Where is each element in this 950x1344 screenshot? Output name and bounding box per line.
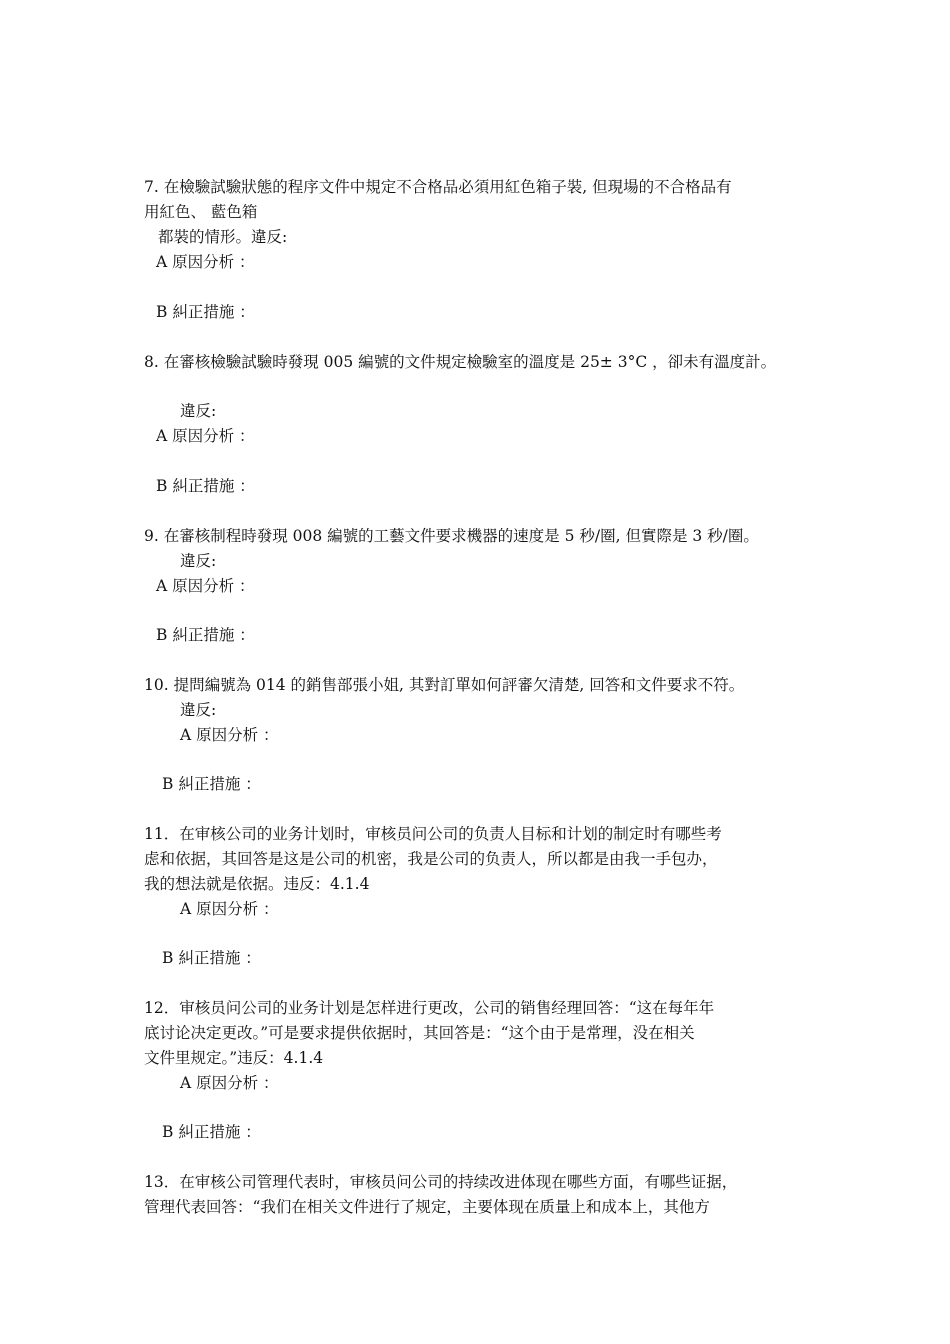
question-13-line-2: 管理代表回答：“我们在相关文件进行了规定，主要体现在质量上和成本上，其他方 [144,1198,710,1216]
question-7-cause-label: A 原因分析 ： [156,253,255,271]
question-11-action-label: B 糾正措施 ： [162,949,261,967]
question-9-line-1: 9. 在審核制程時發現 008 編號的工藝文件要求機器的速度是 5 秒/圈, 但實際是 3 秒/圈。 [144,527,759,545]
question-11-line-3: 我的想法就是依据。违反：4.1.4 [144,875,370,893]
question-8-action-label: B 糾正措施 ： [156,477,255,495]
question-9-line-2: 違反: [180,552,217,570]
question-10-action-label: B 糾正措施 ： [162,775,261,793]
question-12-cause-label: A 原因分析 ： [180,1074,279,1092]
question-7-line-2: 用紅色、 藍色箱 [144,203,258,221]
question-12-action-label: B 糾正措施 ： [162,1123,261,1141]
question-9-action-label: B 糾正措施 ： [156,626,255,644]
question-8-line-2: 違反: [180,402,217,420]
question-13-line-1: 13．在审核公司管理代表时，审核员问公司的持续改进体现在哪些方面，有哪些证据， [144,1173,738,1191]
question-8-cause-label: A 原因分析 ： [156,427,255,445]
question-7-line-3: 都裝的情形。違反: [158,228,288,246]
question-11-line-2: 虑和依据，其回答是这是公司的机密，我是公司的负责人，所以都是由我一手包办， [144,850,718,868]
question-12-line-2: 底讨论决定更改。”可是要求提供依据时，其回答是：“这个由于是常理，没在相关 [144,1024,695,1042]
question-11-line-1: 11．在审核公司的业务计划时，审核员问公司的负责人目标和计划的制定时有哪些考 [144,825,722,843]
question-12-line-1: 12．审核员问公司的业务计划是怎样进行更改，公司的销售经理回答：“这在每年年 [144,999,715,1017]
question-9-cause-label: A 原因分析 ： [156,577,255,595]
question-10-line-1: 10. 提問編號為 014 的銷售部張小姐, 其對訂單如何評審欠清楚, 回答和文件要求不符。 [144,676,745,694]
question-7-action-label: B 糾正措施 ： [156,303,255,321]
question-7-line-1: 7. 在檢驗試驗狀態的程序文件中規定不合格品必須用紅色箱子裝, 但現場的不合格品有 [144,178,732,196]
question-12-line-3: 文件里规定。”违反：4.1.4 [144,1049,324,1067]
question-8-line-1: 8. 在審核檢驗試驗時發現 005 編號的文件規定檢驗室的溫度是 25± 3°C ，卻未有溫度計。 [144,353,777,371]
question-10-line-2: 違反: [180,701,217,719]
question-11-cause-label: A 原因分析 ： [180,900,279,918]
question-10-cause-label: A 原因分析 ： [180,726,279,744]
